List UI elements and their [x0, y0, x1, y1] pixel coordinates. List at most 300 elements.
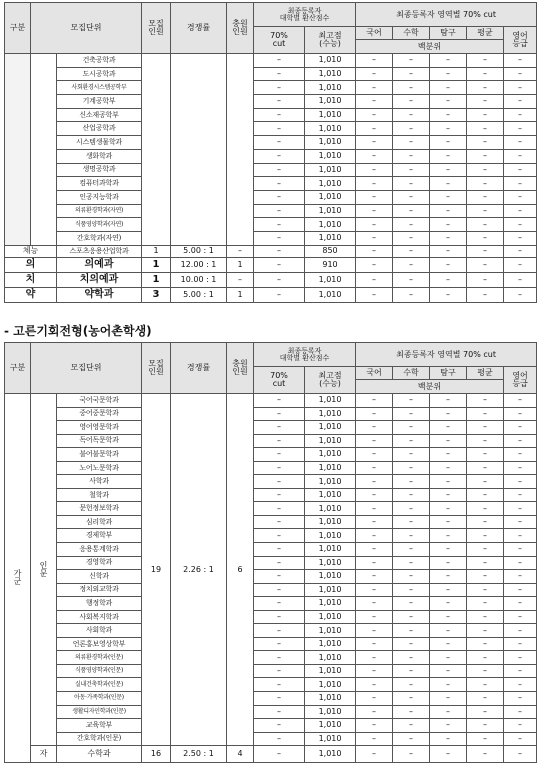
value-cell: –: [467, 543, 504, 557]
value-cell: –: [504, 190, 537, 204]
value-cell: –: [393, 204, 430, 218]
cut70-cell: –: [254, 651, 305, 665]
value-cell: –: [393, 149, 430, 163]
header-final-score: 최종등록자 대학별 환산점수: [254, 3, 356, 27]
value-cell: –: [430, 287, 467, 302]
value-cell: –: [504, 122, 537, 136]
value-cell: –: [504, 610, 537, 624]
value-cell: –: [254, 67, 305, 81]
value-cell: –: [430, 678, 467, 692]
value-cell: –: [504, 529, 537, 543]
group-cell: 자: [31, 746, 57, 763]
value-cell: –: [504, 637, 537, 651]
value-cell: –: [356, 190, 393, 204]
header-compete: 경쟁률: [171, 3, 227, 54]
value-cell: –: [393, 407, 430, 421]
table-row: [5, 705, 537, 719]
value-cell: –: [356, 583, 393, 597]
extra-cell: –: [227, 272, 254, 287]
unit-cell: 정치외교학과: [57, 583, 142, 597]
value-cell: –: [430, 407, 467, 421]
value-cell: –: [356, 204, 393, 218]
value-cell: –: [393, 719, 430, 733]
value-cell: –: [356, 746, 393, 763]
cut70-cell: –: [254, 556, 305, 570]
table-row: [5, 149, 537, 163]
value-cell: –: [467, 502, 504, 516]
value-cell: –: [393, 108, 430, 122]
value-cell: –: [356, 177, 393, 191]
value-cell: –: [504, 54, 537, 68]
value-cell: –: [504, 81, 537, 95]
score-cell: 1,010: [305, 705, 356, 719]
unit-cell: 사회복지학과: [57, 610, 142, 624]
value-cell: 1,010: [305, 231, 356, 245]
value-cell: –: [356, 692, 393, 706]
value-cell: –: [393, 570, 430, 584]
value-cell: –: [504, 543, 537, 557]
unit-cell: 독어독문학과: [57, 434, 142, 448]
extra-cell: 6: [227, 394, 254, 746]
value-cell: –: [356, 515, 393, 529]
unit-cell: 간호학과(자연): [57, 231, 142, 245]
value-cell: –: [356, 149, 393, 163]
value-cell: –: [430, 488, 467, 502]
cut70-cell: –: [254, 624, 305, 638]
score-cell: 1,010: [305, 732, 356, 746]
value-cell: –: [393, 95, 430, 109]
unit-cell: 문헌정보학과: [57, 502, 142, 516]
value-cell: –: [430, 149, 467, 163]
value-cell: –: [393, 81, 430, 95]
header-kor: 국어: [356, 367, 393, 380]
table-row: [5, 81, 537, 95]
value-cell: 1,010: [305, 122, 356, 136]
value-cell: –: [393, 637, 430, 651]
value-cell: 1,010: [305, 746, 356, 763]
unit-cell: 아동·가족학과(인문): [57, 692, 142, 706]
value-cell: –: [467, 705, 504, 719]
value-cell: –: [430, 664, 467, 678]
unit-cell: 기계공학부: [57, 95, 142, 109]
value-cell: –: [393, 245, 430, 257]
value-cell: –: [430, 108, 467, 122]
value-cell: –: [504, 461, 537, 475]
value-cell: –: [393, 177, 430, 191]
score-cell: 1,010: [305, 570, 356, 584]
table-row: [5, 204, 537, 218]
value-cell: –: [467, 692, 504, 706]
unit-cell: 중어중문학과: [57, 407, 142, 421]
recruit-cell: 1: [142, 272, 171, 287]
value-cell: –: [393, 54, 430, 68]
value-cell: –: [356, 122, 393, 136]
value-cell: –: [430, 448, 467, 462]
table-row: [5, 231, 537, 245]
table-row: [5, 637, 537, 651]
value-cell: –: [467, 434, 504, 448]
unit-cell: 영어영문학과: [57, 421, 142, 435]
value-cell: 16: [142, 746, 171, 763]
value-cell: –: [393, 272, 430, 287]
value-cell: –: [393, 529, 430, 543]
section-title: - 고른기회전형(농어촌학생): [4, 324, 152, 338]
value-cell: –: [504, 163, 537, 177]
header-extra: 충원 인원: [227, 3, 254, 54]
unit-cell: 사회환경시스템공학부: [57, 81, 142, 95]
score-cell: 1,010: [305, 515, 356, 529]
value-cell: –: [430, 272, 467, 287]
value-cell: –: [467, 245, 504, 257]
score-cell: 1,010: [305, 421, 356, 435]
value-cell: –: [504, 732, 537, 746]
value-cell: 1,010: [305, 108, 356, 122]
value-cell: –: [467, 746, 504, 763]
table-row: [5, 177, 537, 191]
value-cell: –: [356, 394, 393, 408]
value-cell: –: [430, 136, 467, 150]
value-cell: –: [504, 502, 537, 516]
table-row: [5, 54, 537, 68]
score-cell: 1,010: [305, 394, 356, 408]
header-eng: 영어 등급: [504, 367, 537, 394]
value-cell: –: [430, 515, 467, 529]
group-cell: 약: [5, 287, 57, 302]
value-cell: –: [393, 515, 430, 529]
table-row: [5, 556, 537, 570]
unit-cell: 생화학과: [57, 149, 142, 163]
header-gubun: 구분: [5, 3, 31, 54]
value-cell: –: [467, 624, 504, 638]
header-extra: 충원 인원: [227, 343, 254, 394]
value-cell: –: [467, 287, 504, 302]
unit-cell: 생활디자인학과(인문): [57, 705, 142, 719]
value-cell: –: [467, 95, 504, 109]
value-cell: –: [504, 556, 537, 570]
value-cell: –: [393, 692, 430, 706]
value-cell: –: [504, 407, 537, 421]
unit-cell: 컴퓨터과학과: [57, 177, 142, 191]
value-cell: –: [430, 556, 467, 570]
header-pct: 백분위: [356, 40, 504, 54]
value-cell: 1,010: [305, 177, 356, 191]
admission-table-2: [4, 342, 537, 763]
value-cell: –: [467, 597, 504, 611]
value-cell: –: [430, 637, 467, 651]
value-cell: –: [430, 394, 467, 408]
value-cell: –: [356, 543, 393, 557]
value-cell: 1,010: [305, 136, 356, 150]
value-cell: 4: [227, 746, 254, 763]
header-cut70: 70% cut: [254, 367, 305, 394]
value-cell: –: [467, 583, 504, 597]
value-cell: –: [430, 624, 467, 638]
value-cell: –: [393, 421, 430, 435]
value-cell: –: [504, 434, 537, 448]
unit-cell: 수학과: [57, 746, 142, 763]
group-cell: [5, 54, 31, 246]
value-cell: –: [356, 257, 393, 272]
value-cell: –: [430, 543, 467, 557]
admission-table-1: [4, 2, 537, 303]
value-cell: –: [393, 583, 430, 597]
value-cell: –: [393, 488, 430, 502]
value-cell: 1,010: [305, 149, 356, 163]
value-cell: –: [504, 448, 537, 462]
value-cell: –: [254, 287, 305, 302]
value-cell: –: [467, 81, 504, 95]
table-row: [5, 746, 537, 763]
compete-cell: [171, 54, 227, 246]
unit-cell: 간호학과(인문): [57, 732, 142, 746]
value-cell: –: [254, 122, 305, 136]
value-cell: –: [254, 746, 305, 763]
cut70-cell: –: [254, 570, 305, 584]
score-cell: 1,010: [305, 529, 356, 543]
table-row: [5, 610, 537, 624]
value-cell: 850: [305, 245, 356, 257]
value-cell: –: [504, 67, 537, 81]
unit-cell: 신학과: [57, 570, 142, 584]
score-cell: 1,010: [305, 543, 356, 557]
unit-cell: 시스템생물학과: [57, 136, 142, 150]
table-row: [5, 597, 537, 611]
unit-cell: 노어노문학과: [57, 461, 142, 475]
recruit-cell: [142, 54, 171, 246]
value-cell: –: [393, 448, 430, 462]
value-cell: 1,010: [305, 81, 356, 95]
value-cell: –: [430, 122, 467, 136]
value-cell: –: [467, 421, 504, 435]
value-cell: –: [504, 583, 537, 597]
table-row: [5, 434, 537, 448]
value-cell: –: [254, 257, 305, 272]
unit-cell: 경영학과: [57, 556, 142, 570]
value-cell: –: [430, 475, 467, 489]
table-row: [5, 678, 537, 692]
value-cell: –: [467, 407, 504, 421]
cut70-cell: –: [254, 705, 305, 719]
value-cell: –: [430, 163, 467, 177]
value-cell: –: [356, 421, 393, 435]
value-cell: –: [467, 149, 504, 163]
table-row: [5, 515, 537, 529]
table-row: [5, 651, 537, 665]
score-cell: 1,010: [305, 692, 356, 706]
unit-cell: 실내건축학과(인문): [57, 678, 142, 692]
value-cell: –: [504, 692, 537, 706]
value-cell: –: [430, 54, 467, 68]
header-cut70: 70% cut: [254, 27, 305, 54]
header-final-score: 최종등록자 대학별 환산점수: [254, 343, 356, 367]
value-cell: –: [356, 502, 393, 516]
value-cell: –: [254, 245, 305, 257]
value-cell: –: [356, 407, 393, 421]
value-cell: –: [504, 515, 537, 529]
value-cell: –: [467, 475, 504, 489]
value-cell: –: [430, 529, 467, 543]
table-row: [5, 570, 537, 584]
unit-cell: 약학과: [57, 287, 142, 302]
value-cell: –: [393, 651, 430, 665]
value-cell: –: [393, 434, 430, 448]
value-cell: –: [467, 163, 504, 177]
value-cell: –: [467, 218, 504, 232]
value-cell: –: [254, 95, 305, 109]
unit-cell: 도시공학과: [57, 67, 142, 81]
value-cell: –: [393, 746, 430, 763]
score-cell: 1,010: [305, 556, 356, 570]
value-cell: –: [504, 136, 537, 150]
value-cell: –: [356, 287, 393, 302]
unit-cell: 스포츠응용산업학과: [57, 245, 142, 257]
value-cell: –: [393, 664, 430, 678]
value-cell: –: [504, 570, 537, 584]
table-row: [5, 529, 537, 543]
value-cell: –: [467, 610, 504, 624]
extra-cell: 1: [227, 257, 254, 272]
unit-cell: 신소재공학부: [57, 108, 142, 122]
value-cell: 1,010: [305, 287, 356, 302]
value-cell: –: [504, 257, 537, 272]
unit-cell: 교육학부: [57, 719, 142, 733]
value-cell: –: [393, 231, 430, 245]
value-cell: –: [430, 95, 467, 109]
value-cell: –: [356, 705, 393, 719]
table-row: [5, 190, 537, 204]
value-cell: –: [467, 651, 504, 665]
value-cell: –: [504, 218, 537, 232]
score-cell: 1,010: [305, 407, 356, 421]
score-cell: 1,010: [305, 583, 356, 597]
header-math: 수학: [393, 27, 430, 40]
value-cell: –: [254, 149, 305, 163]
value-cell: –: [467, 556, 504, 570]
score-cell: 1,010: [305, 651, 356, 665]
value-cell: –: [356, 664, 393, 678]
value-cell: –: [467, 272, 504, 287]
value-cell: 910: [305, 257, 356, 272]
cut70-cell: –: [254, 543, 305, 557]
value-cell: –: [254, 218, 305, 232]
value-cell: –: [504, 421, 537, 435]
unit-cell: 치의예과: [57, 272, 142, 287]
table-row: [5, 245, 537, 257]
value-cell: –: [430, 231, 467, 245]
recruit-cell: 1: [142, 257, 171, 272]
value-cell: –: [356, 448, 393, 462]
recruit-cell: 3: [142, 287, 171, 302]
cut70-cell: –: [254, 732, 305, 746]
unit-cell: 사학과: [57, 475, 142, 489]
value-cell: –: [430, 746, 467, 763]
value-cell: –: [467, 257, 504, 272]
cut70-cell: –: [254, 515, 305, 529]
table-row: [5, 257, 537, 272]
cut70-cell: –: [254, 597, 305, 611]
value-cell: –: [254, 54, 305, 68]
group-inmun-cell: 인 문: [31, 394, 57, 746]
score-cell: 1,010: [305, 475, 356, 489]
value-cell: –: [356, 434, 393, 448]
score-cell: 1,010: [305, 488, 356, 502]
table-row: [5, 108, 537, 122]
value-cell: –: [430, 257, 467, 272]
value-cell: –: [504, 272, 537, 287]
value-cell: –: [504, 177, 537, 191]
value-cell: –: [393, 136, 430, 150]
unit-cell: 심리학과: [57, 515, 142, 529]
unit-cell: 건축공학과: [57, 54, 142, 68]
unit-cell: 사회학과: [57, 624, 142, 638]
value-cell: –: [430, 651, 467, 665]
header-low: 최고점 (수능): [305, 367, 356, 394]
cut70-cell: –: [254, 610, 305, 624]
unit-cell: 언론홍보영상학부: [57, 637, 142, 651]
value-cell: –: [393, 705, 430, 719]
value-cell: –: [504, 95, 537, 109]
value-cell: –: [467, 570, 504, 584]
value-cell: –: [393, 287, 430, 302]
compete-cell: 5.00 : 1: [171, 287, 227, 302]
value-cell: –: [393, 556, 430, 570]
unit-cell: 행정학과: [57, 597, 142, 611]
value-cell: –: [393, 122, 430, 136]
compete-cell: 5.00 : 1: [171, 245, 227, 257]
value-cell: –: [467, 231, 504, 245]
table-row: [5, 421, 537, 435]
value-cell: –: [356, 245, 393, 257]
table-row: [5, 448, 537, 462]
cut70-cell: –: [254, 394, 305, 408]
value-cell: –: [504, 108, 537, 122]
value-cell: –: [393, 543, 430, 557]
value-cell: –: [356, 461, 393, 475]
value-cell: –: [254, 177, 305, 191]
value-cell: –: [356, 163, 393, 177]
header-low: 최고점 (수능): [305, 27, 356, 54]
score-cell: 1,010: [305, 610, 356, 624]
value-cell: –: [467, 136, 504, 150]
value-cell: –: [467, 108, 504, 122]
table-row: [5, 67, 537, 81]
value-cell: –: [467, 67, 504, 81]
value-cell: –: [430, 204, 467, 218]
value-cell: 1,010: [305, 272, 356, 287]
cut70-cell: –: [254, 448, 305, 462]
value-cell: 1,010: [305, 95, 356, 109]
cut70-cell: –: [254, 407, 305, 421]
value-cell: –: [504, 149, 537, 163]
value-cell: –: [356, 95, 393, 109]
value-cell: –: [393, 257, 430, 272]
header-unit: 모집단위: [31, 3, 142, 54]
value-cell: –: [467, 719, 504, 733]
table-row: [5, 136, 537, 150]
score-cell: 1,010: [305, 719, 356, 733]
value-cell: 2.50 : 1: [171, 746, 227, 763]
value-cell: –: [504, 204, 537, 218]
value-cell: 1,010: [305, 67, 356, 81]
table-row: [5, 407, 537, 421]
table-row: [5, 719, 537, 733]
compete-cell: 2.26 : 1: [171, 394, 227, 746]
table-row: [5, 272, 537, 287]
value-cell: –: [430, 177, 467, 191]
value-cell: –: [467, 637, 504, 651]
cut70-cell: –: [254, 692, 305, 706]
value-cell: –: [504, 705, 537, 719]
